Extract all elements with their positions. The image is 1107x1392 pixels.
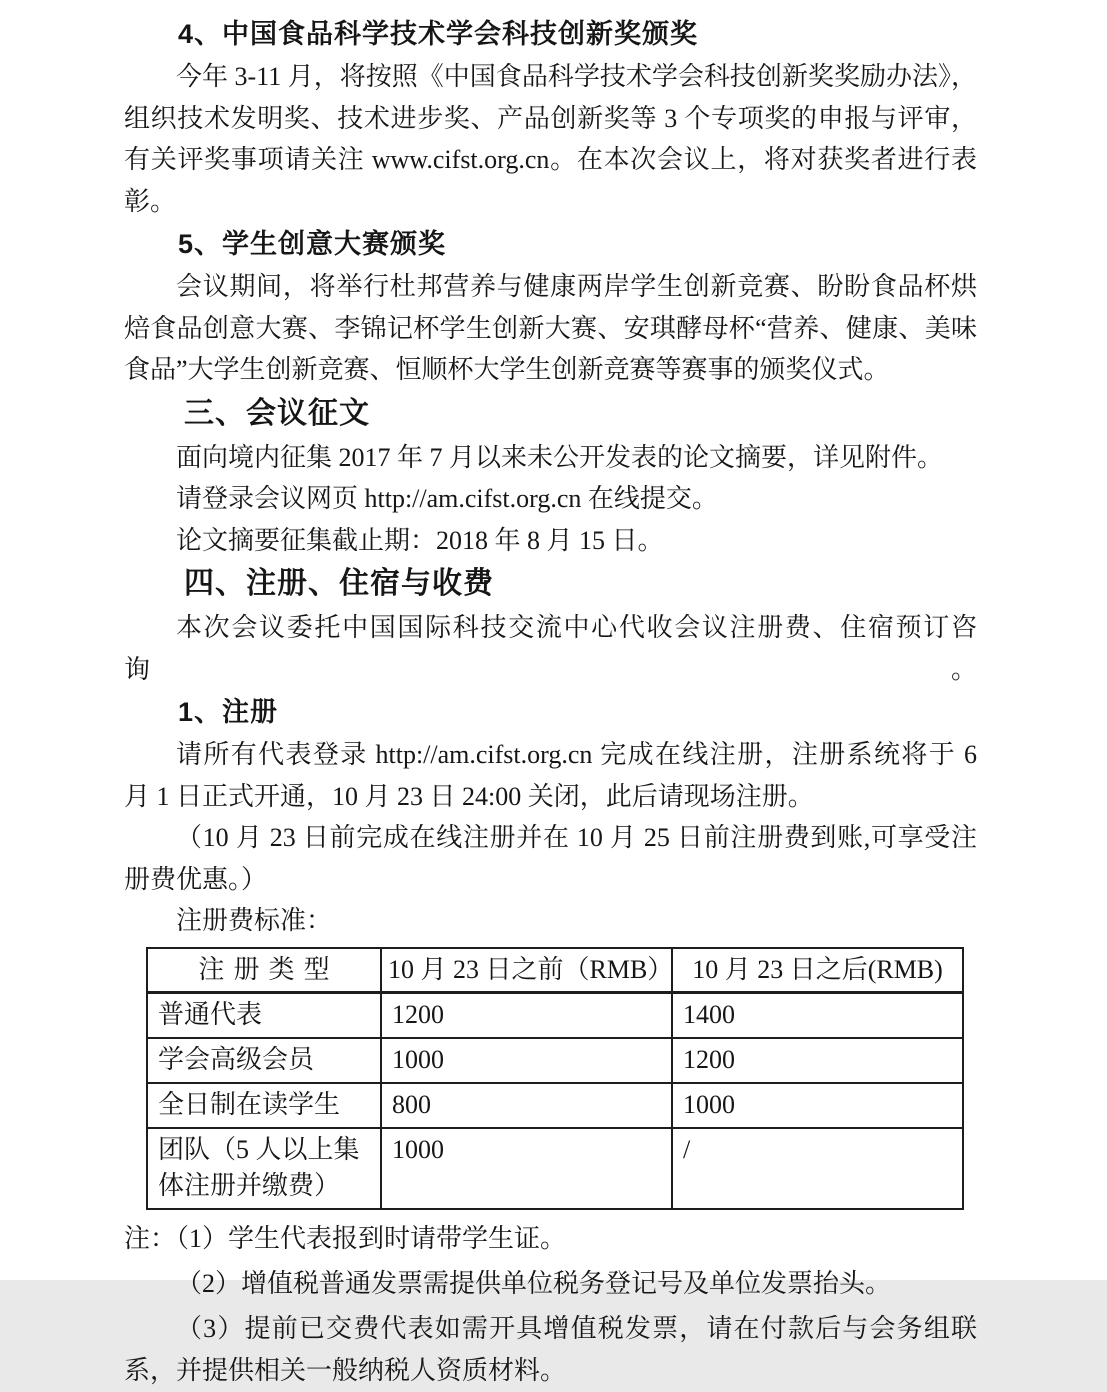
paragraph-award-sec4: 今年 3-11 月，将按照《中国食品科学技术学会科技创新奖奖励办法》，组织技术发明奖、技术进步奖、产品创新奖等 3 个专项奖的申报与评审，有关评奖事项请关注 www.cifst.org.cn。在本次会议上，将对获奖者进行表彰。 (124, 62, 977, 216)
fee-table-header-row (147, 948, 963, 993)
cell-after-fee: 1400 (672, 992, 963, 1038)
cell-type: 全日制在读学生 (147, 1083, 381, 1128)
cell-before-fee: 1000 (381, 1128, 672, 1209)
cell-type: 学会高级会员 (147, 1038, 381, 1083)
note-2: （2）增值税普通发票需提供单位税务登记号及单位发票抬头。 (176, 1268, 892, 1298)
fee-table-label: 注册费标准： (176, 906, 333, 935)
paragraph-fee-agent: 本次会议委托中国国际科技交流中心代收会议注册费、住宿预订咨询。 (124, 613, 977, 684)
note-3: （3）提前已交费代表如需开具增值税发票，请在付款后与会务组联系，并提供相关一般纳税人资质材料。 (124, 1313, 977, 1385)
header-before-oct23: 10 月 23 日之前（RMB） (381, 948, 672, 993)
table-row-group (147, 1128, 963, 1209)
cell-type: 团队（5 人以上集体注册并缴费） (147, 1128, 381, 1209)
cell-after-fee: 1000 (672, 1083, 963, 1128)
table-row-student (147, 1083, 963, 1128)
paragraph-papers-deadline: 论文摘要征集截止期：2018 年 8 月 15 日。 (176, 525, 664, 555)
cell-after-fee: 1200 (672, 1038, 963, 1083)
cell-after-fee: / (672, 1128, 963, 1209)
paragraph-student-contest: 会议期间，将举行杜邦营养与健康两岸学生创新竞赛、盼盼食品杯烘焙食品创意大赛、李锦记杯学生创新大赛、安琪酵母杯“营养、健康、美味食品”大学生创新竞赛、恒顺杯大学生创新竞赛等赛事的颁奖仪式。 (124, 272, 977, 384)
heading-registration-fees: 四、注册、住宿与收费 (184, 567, 494, 600)
table-row-senior-member (147, 1038, 963, 1083)
heading-student-contest: 5、学生创意大赛颁奖 (178, 229, 447, 259)
header-after-oct23: 10 月 23 日之后(RMB) (672, 948, 963, 993)
paragraph-registration-discount: （10 月 23 日前完成在线注册并在 10 月 25 日前注册费到账,可享受注册费优惠。） (124, 823, 977, 894)
header-registration-type: 注册类型 (147, 948, 381, 993)
notes-block (124, 1218, 977, 1392)
paragraph-papers-scope: 面向境内征集 2017 年 7 月以来未公开发表的论文摘要，详见附件。 (176, 442, 944, 472)
cell-type: 普通代表 (147, 992, 381, 1038)
note-1: 注：（1）学生代表报到时请带学生证。 (124, 1223, 567, 1253)
registration-fee-table (146, 947, 964, 1210)
cell-before-fee: 1000 (381, 1038, 672, 1083)
heading-award-sec4: 4、中国食品科学技术学会科技创新奖颁奖 (178, 19, 699, 49)
cell-before-fee: 800 (381, 1083, 672, 1128)
paragraph-registration-system: 请所有代表登录 http://am.cifst.org.cn 完成在线注册，注册系统将于 6 月 1 日正式开通，10 月 23 日 24:00 关闭，此后请现场注册。 (124, 740, 977, 811)
paragraph-papers-submit-url: 请登录会议网页 http://am.cifst.org.cn 在线提交。 (176, 484, 718, 513)
heading-registration: 1、注册 (178, 697, 279, 727)
table-row-regular (147, 992, 963, 1038)
heading-call-for-papers: 三、会议征文 (184, 396, 370, 430)
cell-before-fee: 1200 (381, 992, 672, 1038)
